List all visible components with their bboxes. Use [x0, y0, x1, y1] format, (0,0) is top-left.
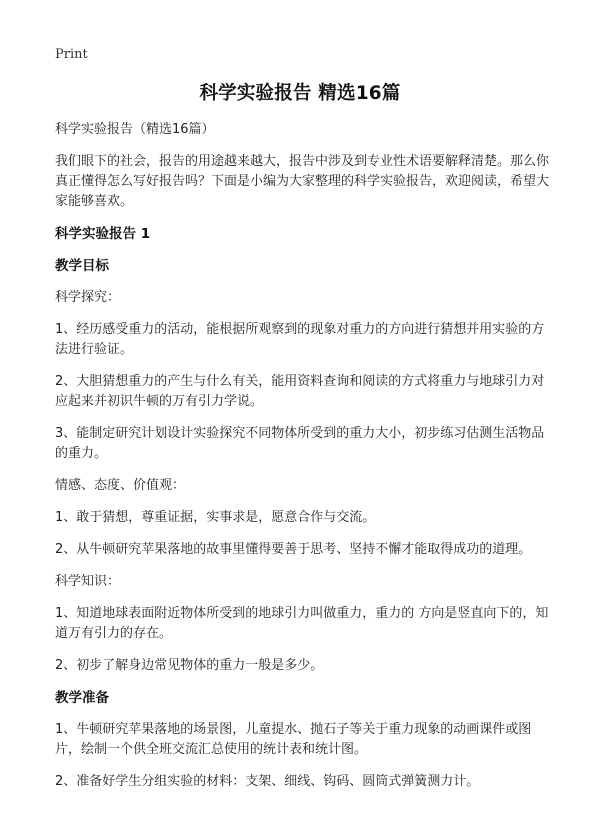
document-body	[55, 120, 551, 804]
list-item: 1、知道地球表面附近物体所受到的地球引力叫做重力，重力的 方向是竖直向下的，知道万有引力的存在。	[55, 606, 549, 641]
doc-subtitle: 科学实验报告（精选16篇）	[55, 122, 215, 137]
list-item: 1、敢于猜想，尊重证据，实事求是，愿意合作与交流。	[55, 510, 376, 525]
subsection-heading: 教学目标	[55, 258, 109, 274]
list-item: 1、牛顿研究苹果落地的场景图，儿童提水、抛石子等关于重力现象的动画课件或图片，绘制一个供全班交流汇总使用的统计表和统计图。	[55, 722, 532, 757]
intro-paragraph: 我们眼下的社会，报告的用途越来越大，报告中涉及到专业性术语要解释清楚。那么你真正懂得怎么写好报告吗？下面是小编为大家整理的科学实验报告，欢迎阅读，希望大家能够喜欢。	[55, 154, 550, 209]
list-item: 1、经历感受重力的活动，能根据所观察到的现象对重力的方向进行猜想并用实验的方法进行验证。	[55, 322, 545, 357]
document-title: 科学实验报告 精选16篇	[199, 83, 401, 104]
list-item: 2、从牛顿研究苹果落地的故事里懂得要善于思考、坚持不懈才能取得成功的道理。	[55, 542, 532, 557]
list-item: 2、大胆猜想重力的产生与什么有关，能用资料查询和阅读的方式将重力与地球引力对应起来并初识牛顿的万有引力学说。	[55, 374, 545, 409]
list-item: 2、准备好学生分组实验的材料：支架、细线、钩码、圆筒式弹簧测力计。	[55, 774, 480, 789]
section-heading: 科学实验报告 1	[55, 226, 151, 242]
category-label: 科学知识：	[55, 574, 121, 589]
list-item: 3、能制定研究计划设计实验探究不同物体所受到的重力大小，初步练习估测生活物品的重力。	[55, 426, 545, 461]
print-label: Print	[55, 47, 88, 62]
subsection-heading: 教学准备	[55, 690, 109, 706]
list-item: 2、初步了解身边常见物体的重力一般是多少。	[55, 658, 324, 673]
category-label: 科学探究：	[55, 290, 121, 305]
category-label: 情感、态度、价值观：	[55, 478, 186, 493]
